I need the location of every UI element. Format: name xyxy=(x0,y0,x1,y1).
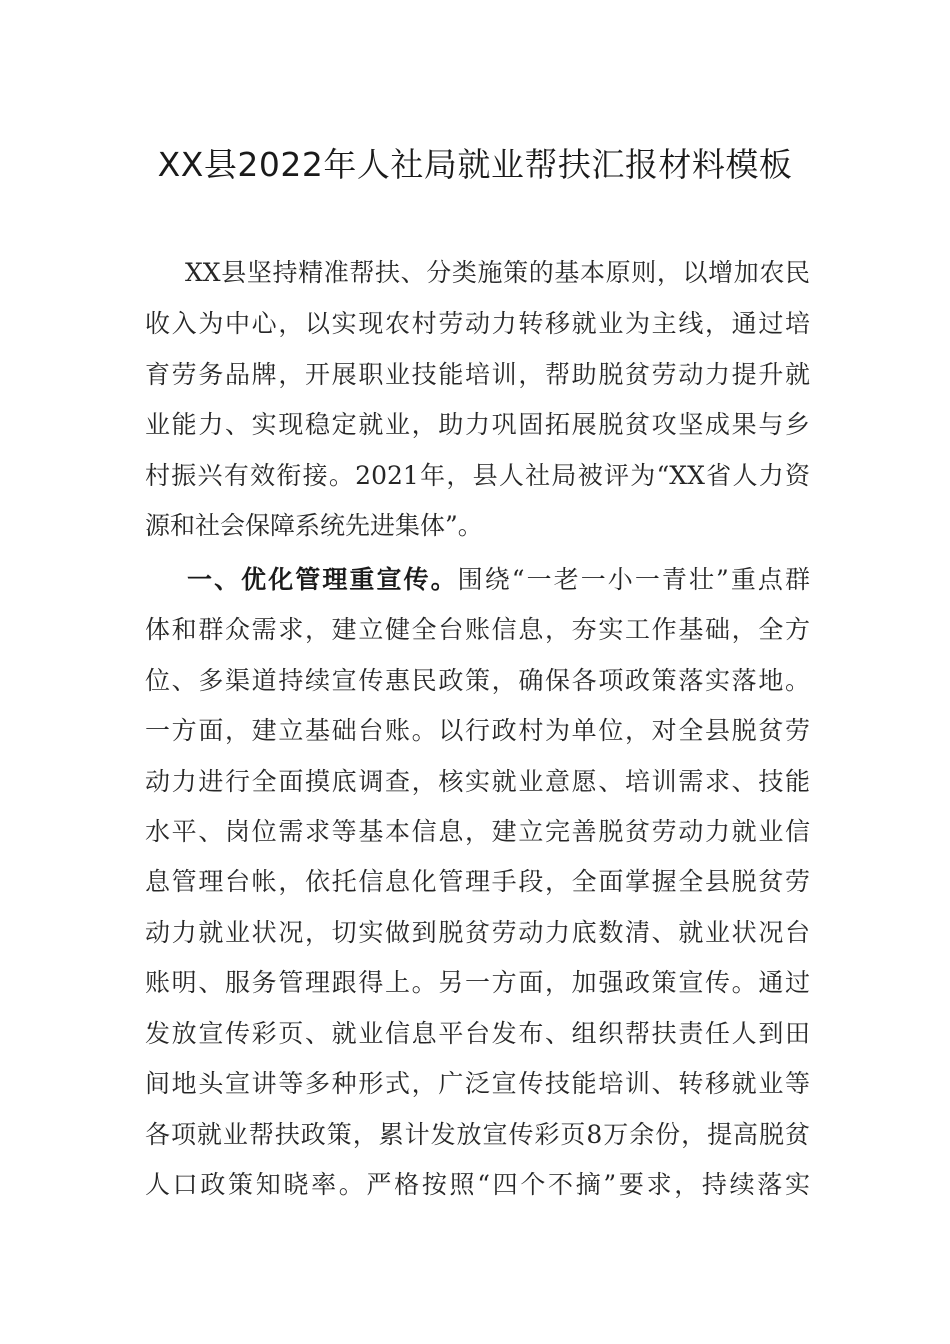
section1-line-13: 人口政策知晓率。严格按照“四个不摘”要求，持续落实 xyxy=(145,1170,810,1199)
section1-line-5: 动力进行全面摸底调查，核实就业意愿、培训需求、技能 xyxy=(145,767,810,796)
section1-line-6: 水平、岗位需求等基本信息，建立完善脱贫劳动力就业信 xyxy=(145,817,810,846)
intro-line-1 xyxy=(145,248,810,298)
section1-line-12: 各项就业帮扶政策，累计发放宣传彩页8万余份，提高脱贫 xyxy=(145,1120,810,1149)
section1-line-7: 息管理台帐，依托信息化管理手段，全面掌握全县脱贫劳 xyxy=(145,867,810,896)
document-title: XX县2022年人社局就业帮扶汇报材料模板 xyxy=(157,145,793,184)
intro-line-1-text: XX县坚持精准帮扶、分类施策的基本原则，以增加农民 xyxy=(185,258,810,287)
section1-line-3: 位、多渠道持续宣传惠民政策，确保各项政策落实落地。 xyxy=(145,666,810,695)
section1-line-8: 动力就业状况，切实做到脱贫劳动力底数清、就业状况台 xyxy=(145,918,810,947)
section1-line-1-text: 围绕“一老一小一青壮”重点群 xyxy=(457,565,810,594)
intro-line-4: 业能力、实现稳定就业，助力巩固拓展脱贫攻坚成果与乡 xyxy=(145,410,810,439)
intro-line-5: 村振兴有效衔接。2021年，县人社局被评为“XX省人力资 xyxy=(145,461,810,490)
section1-line-10: 发放宣传彩页、就业信息平台发布、组织帮扶责任人到田 xyxy=(145,1019,810,1048)
section1-heading: 一、优化管理重宣传。 xyxy=(185,565,458,594)
section1-line-9: 账明、服务管理跟得上。另一方面，加强政策宣传。通过 xyxy=(145,968,810,997)
section1-line-1 xyxy=(145,555,810,605)
intro-line-6: 源和社会保障系统先进集体”。 xyxy=(145,511,483,540)
section1-line-11: 间地头宣讲等多种形式，广泛宣传技能培训、转移就业等 xyxy=(145,1069,810,1098)
section1-line-2: 体和群众需求，建立健全台账信息，夯实工作基础，全方 xyxy=(145,615,810,644)
intro-line-2: 收入为中心，以实现农村劳动力转移就业为主线，通过培 xyxy=(145,309,810,338)
intro-line-3: 育劳务品牌，开展职业技能培训，帮助脱贫劳动力提升就 xyxy=(145,360,810,389)
section1-line-4: 一方面，建立基础台账。以行政村为单位，对全县脱贫劳 xyxy=(145,716,810,745)
